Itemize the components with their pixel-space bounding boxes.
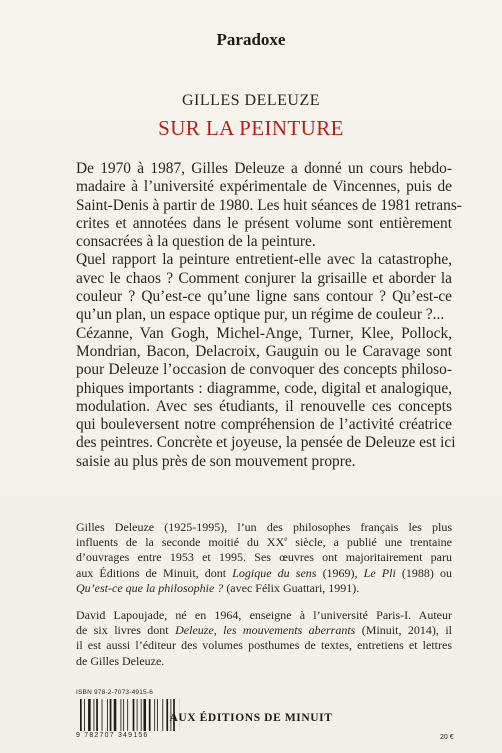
bio-line: influents de la seconde moitié du XXe siècle, a publié une trentaine <box>76 535 452 550</box>
blurb-line: madaire à l’université expérimentale de Vincennes, puis de <box>76 178 452 196</box>
blurb-line: des peintres. Concrète et joyeuse, la pensée de Deleuze est ici <box>76 434 456 452</box>
blurb-line: qu’un plan, un espace optique pur, un régime de couleur ?... <box>76 306 445 324</box>
bio-line: Gilles Deleuze (1925-1995), l’un des philosophes français les plus <box>76 520 452 534</box>
blurb-line: phiques importants : diagramme, code, digital et analogique, <box>76 379 452 397</box>
bio-line: il est aussi l’éditeur des volumes posthumes de textes, entretiens et lettres <box>76 638 452 653</box>
author-name: GILLES DELEUZE <box>181 92 321 109</box>
blurb-line: saisie au plus près de son mouvement propre. <box>76 452 356 470</box>
price: 20 € <box>440 734 454 741</box>
bio-line: David Lapoujade, né en 1964, enseigne à l’université Paris-I. Auteur <box>76 608 452 622</box>
bio-line: d’ouvrages entre 1953 et 1995. Ses œuvres ont majoritairement paru <box>76 550 452 565</box>
isbn-number: ISBN 978-2-7073-4915-6 <box>76 689 154 696</box>
blurb-line: couleur ? Qu’est-ce qu’une ligne sans contour ? Qu’est-ce <box>76 288 452 306</box>
blurb-line: consacrées à la question de la peinture. <box>76 233 316 251</box>
blurb-line: crites et annotées dans le présent volume sont entièrement <box>76 214 452 232</box>
blurb-line: Mondrian, Bacon, Delacroix, Gauguin ou le Caravage sont <box>76 342 452 360</box>
publisher-name: AUX ÉDITIONS DE MINUIT <box>169 712 333 724</box>
blurb-line: modulation. Avec ses étudiants, il renouvelle ces concepts <box>76 397 452 415</box>
blurb-line: Saint-Denis à partir de 1980. Les huit séances de 1981 retrans- <box>76 196 462 214</box>
blurb-line: Cézanne, Van Gogh, Michel-Ange, Turner, Klee, Pollock, <box>76 324 452 342</box>
blurb-line: avec le chaos ? Comment conjurer la grisaille et aborder la <box>76 269 452 287</box>
editor-bio <box>76 608 452 669</box>
bio-line: Qu’est-ce que la philosophie ? (avec Félix Guattari, 1991). <box>76 580 360 595</box>
blurb-line: qui bouleversent notre compréhension de l’activité créatrice <box>76 416 452 434</box>
blurb-line: pour Deleuze l’occasion de convoquer des concepts philoso- <box>76 361 452 379</box>
book-title: SUR LA PEINTURE <box>158 116 344 140</box>
author-bio <box>76 520 452 596</box>
bio-line: de Gilles Deleuze. <box>76 653 165 668</box>
bio-line: aux Éditions de Minuit, dont Logique du sens (1969), Le Pli (1988) ou <box>76 565 452 580</box>
collection-name: Paradoxe <box>216 30 286 49</box>
blurb-line: De 1970 à 1987, Gilles Deleuze a donné un cours hebdo- <box>76 160 452 177</box>
bio-line: de six livres dont Deleuze, les mouvements aberrants (Minuit, 2014), il <box>76 623 452 638</box>
blurb <box>76 160 462 471</box>
blurb-line: Quel rapport la peinture entretient-elle avec la catastrophe, <box>76 251 452 269</box>
barcode-digits: 9 782707 349156 <box>76 732 149 739</box>
